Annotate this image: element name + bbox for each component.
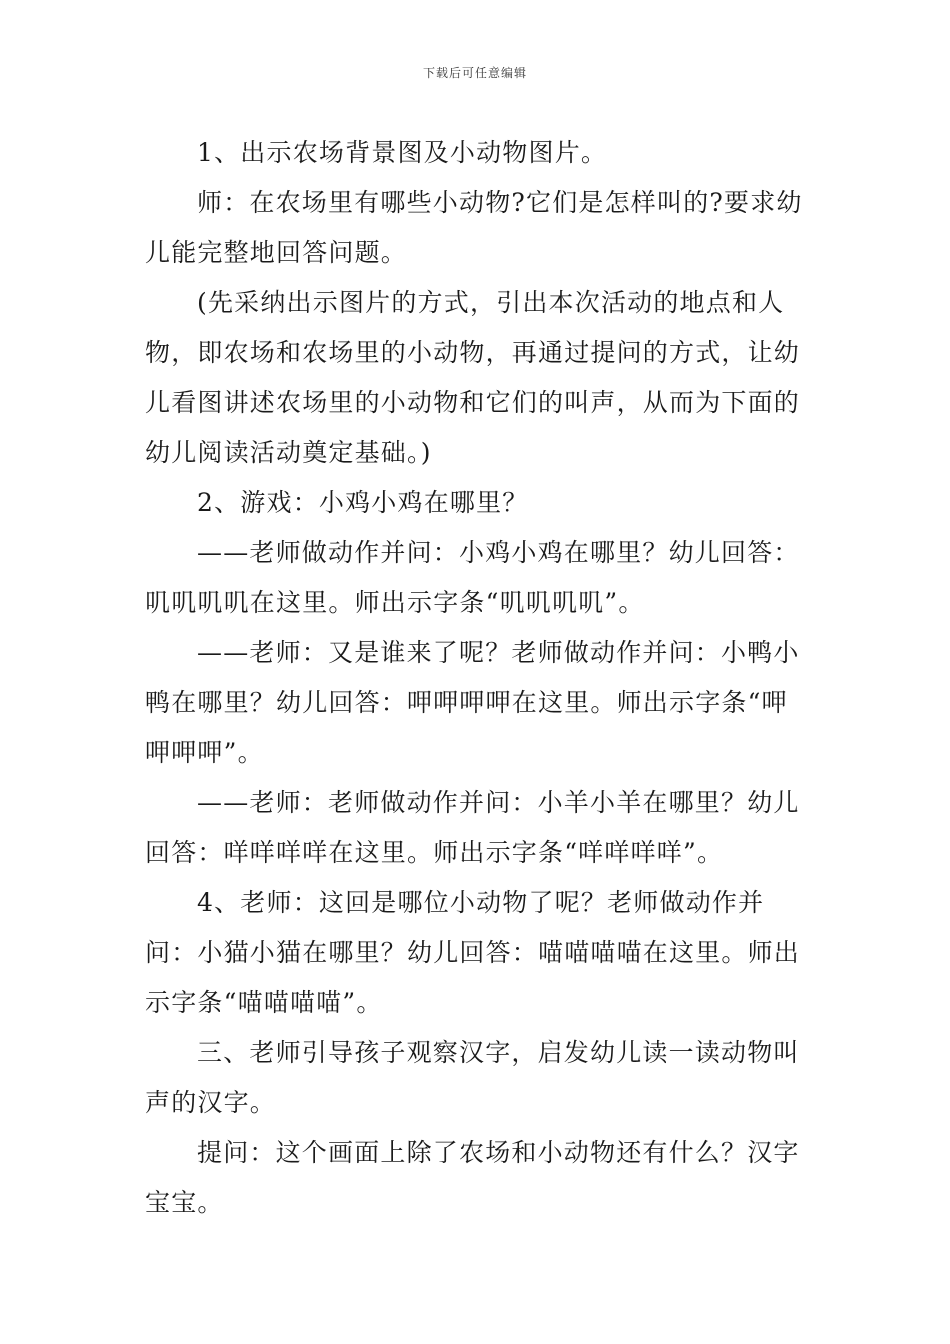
paragraph-question: 提问：这个画面上除了农场和小动物还有什么？汉字宝宝。 [145,1138,800,1217]
paragraph-step-3: 三、老师引导孩子观察汉字，启发幼儿读一读动物叫声的汉字。 [145,1038,800,1117]
paragraph-chick: ——老师做动作并问：小鸡小鸡在哪里？幼儿回答：叽叽叽叽在这里。师出示字条“叽叽叽叽”。 [145,538,800,617]
paragraph-cat: 4、老师：这回是哪位小动物了呢？老师做动作并问：小猫小猫在哪里？幼儿回答：喵喵喵喵在这里。师出示字条“喵喵喵喵”。 [145,888,801,1017]
document-body [145,128,810,1228]
paragraph-teacher-question: 师：在农场里有哪些小动物?它们是怎样叫的?要求幼儿能完整地回答问题。 [145,188,803,267]
page-header: 下载后可任意编辑 [422,66,527,80]
paragraph-step-1: 1、出示农场背景图及小动物图片。 [197,138,608,167]
paragraph-sheep: ——老师：老师做动作并问：小羊小羊在哪里？幼儿回答：咩咩咩咩在这里。师出示字条“咩咩咩咩”。 [145,788,800,867]
paragraph-step-2-game: 2、游戏：小鸡小鸡在哪里？ [197,488,529,517]
paragraph-duck: ——老师：又是谁来了呢？老师做动作并问：小鸭小鸭在哪里？幼儿回答：呷呷呷呷在这里。师出示字条“呷呷呷呷”。 [145,638,800,767]
paragraph-method-note: (先采纳出示图片的方式，引出本次活动的地点和人物，即农场和农场里的小动物，再通过提问的方式，让幼儿看图讲述农场里的小动物和它们的叫声，从而为下面的幼儿阅读活动奠定基础。) [145,288,801,467]
